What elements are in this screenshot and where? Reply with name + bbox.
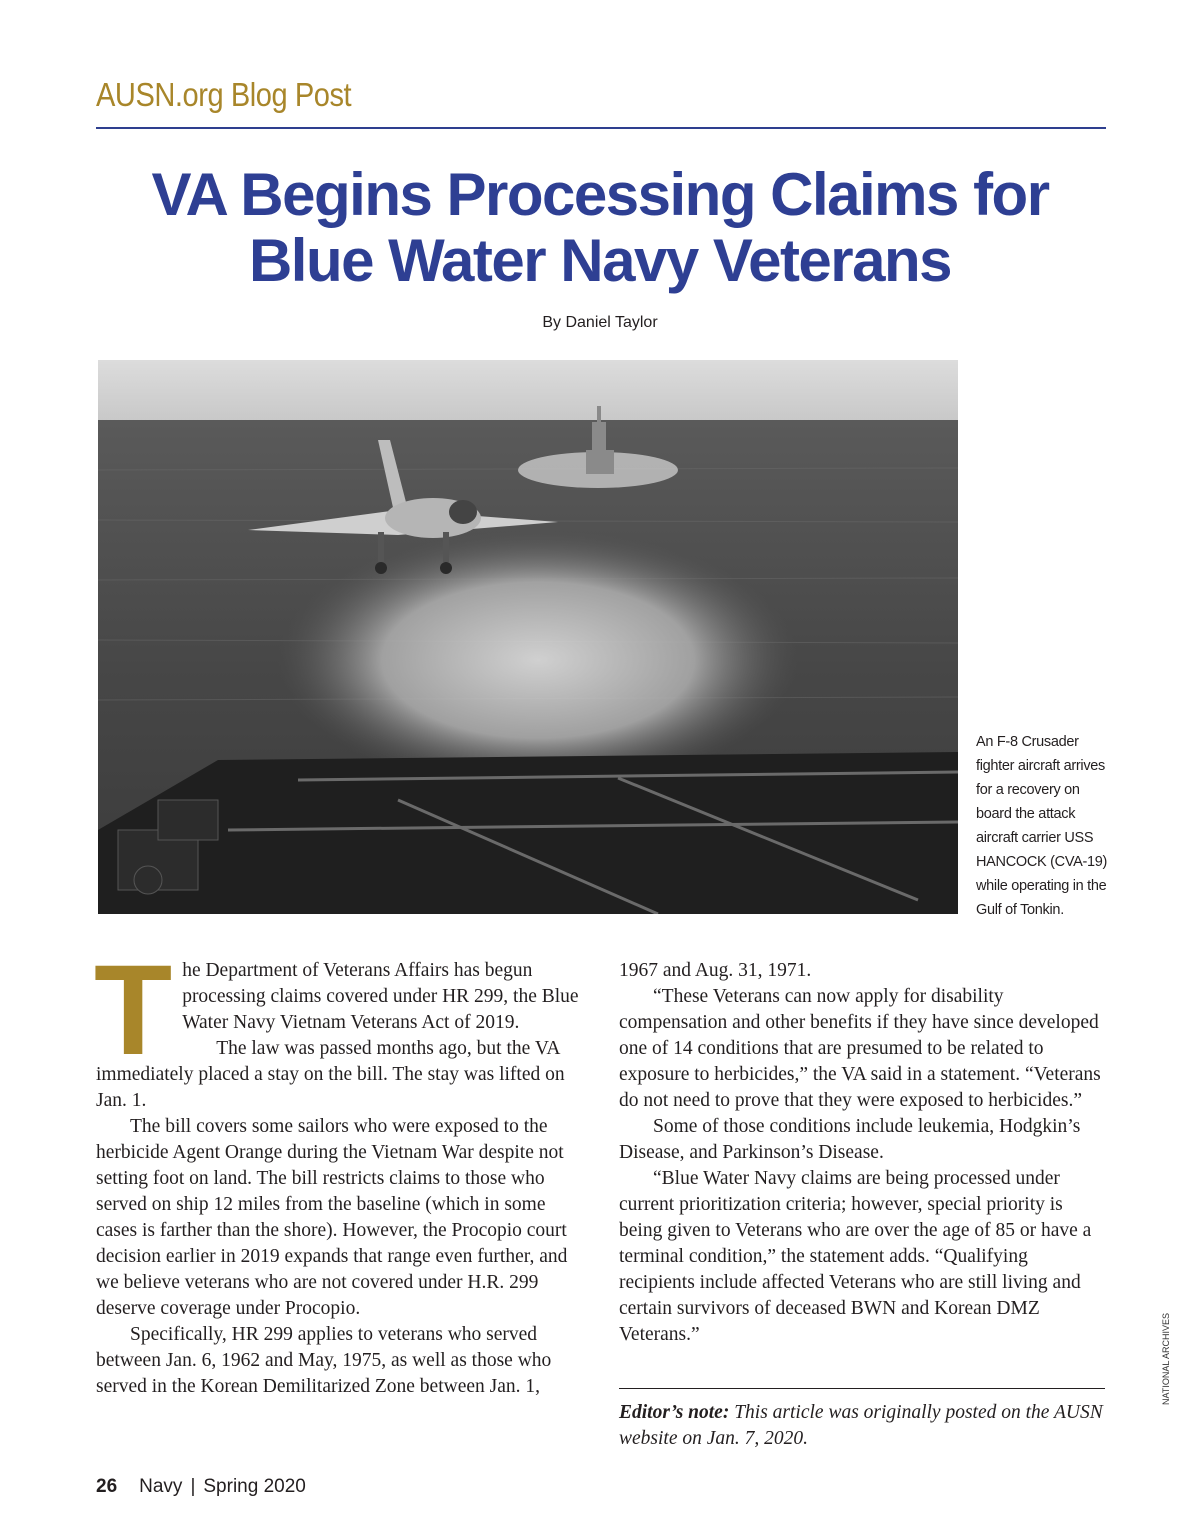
paragraph-6: Some of those conditions include leukemia, Hodgkin’s Disease, and Parkinson’s Disease. bbox=[619, 1116, 1081, 1163]
article-column-right bbox=[619, 958, 1105, 1348]
publication-name: Navy bbox=[139, 1476, 183, 1497]
section-divider bbox=[96, 127, 1106, 129]
article-title-line-2: Blue Water Navy Veterans bbox=[248, 227, 952, 294]
paragraph-1: he Department of Veterans Affairs has begun processing claims covered under HR 299, the Blue Water Navy Vietnam Veterans Act of 2019. bbox=[182, 960, 579, 1033]
editor-note bbox=[619, 1400, 1105, 1452]
paragraph-3: The bill covers some sailors who were exposed to the herbicide Agent Orange during the Vietnam War despite not setting foot on land. The bill restricts claims to those who served on ship 12 miles from the baseline (which in some cases is farther than the shore). However, the Procopio court decision earlier in 2019 expands that range even further, and we believe veterans who are not covered under H.R. 299 deserve coverage under Procopio. bbox=[96, 1116, 568, 1319]
photo-credit: NATIONAL ARCHIVES bbox=[1161, 1312, 1171, 1405]
drop-cap: T bbox=[94, 939, 173, 1082]
photo-caption: An F-8 Crusader fighter aircraft arrives for a recovery on board the attack aircraft carrier USS HANCOCK (CVA-19) while operating in the Gulf of Tonkin. bbox=[976, 734, 1108, 918]
paragraph-7: “Blue Water Navy claims are being processed under current prioritization criteria; however, special priority is being given to Veterans who are over the age of 85 or have a terminal condition,” the statement adds. “Qualifying recipients include affected Veterans who are still living and certain survivors of deceased BWN and Korean DMZ Veterans.” bbox=[619, 1168, 1092, 1345]
paragraph-5: “These Veterans can now apply for disability compensation and other benefits if they have since developed one of 14 conditions that are presumed to be related to exposure to herbicides,” the VA said in a statement. “Veterans do not need to prove that they were exposed to herbicides.” bbox=[619, 986, 1101, 1111]
paragraph-4-continued: 1967 and Aug. 31, 1971. bbox=[619, 960, 812, 981]
page-number: 26 bbox=[96, 1476, 118, 1497]
carrier-landing-photo-illustration bbox=[98, 360, 958, 914]
paragraph-2: The law was passed months ago, but the VA immediately placed a stay on the bill. The stay was lifted on Jan. 1. bbox=[96, 1038, 565, 1111]
footer-separator: | bbox=[190, 1476, 196, 1497]
article-photo bbox=[98, 360, 958, 914]
section-label: AUSN.org Blog Post bbox=[96, 76, 352, 113]
byline: By Daniel Taylor bbox=[542, 314, 658, 331]
editor-note-text: This article was originally posted on the AUSN website on Jan. 7, 2020. bbox=[619, 1402, 1103, 1449]
page-footer bbox=[96, 1476, 306, 1498]
editor-note-label: Editor’s note: bbox=[619, 1402, 730, 1423]
editor-note-divider bbox=[619, 1388, 1105, 1389]
article-title bbox=[100, 162, 1100, 294]
article-column-left bbox=[94, 939, 580, 1400]
article-title-line-1: VA Begins Processing Claims for bbox=[151, 161, 1049, 228]
issue-name: Spring 2020 bbox=[203, 1476, 306, 1497]
paragraph-4: Specifically, HR 299 applies to veterans who served between Jan. 6, 1962 and May, 1975, as well as those who served in the Korean Demilitarized Zone between Jan. 1, bbox=[96, 1324, 552, 1397]
